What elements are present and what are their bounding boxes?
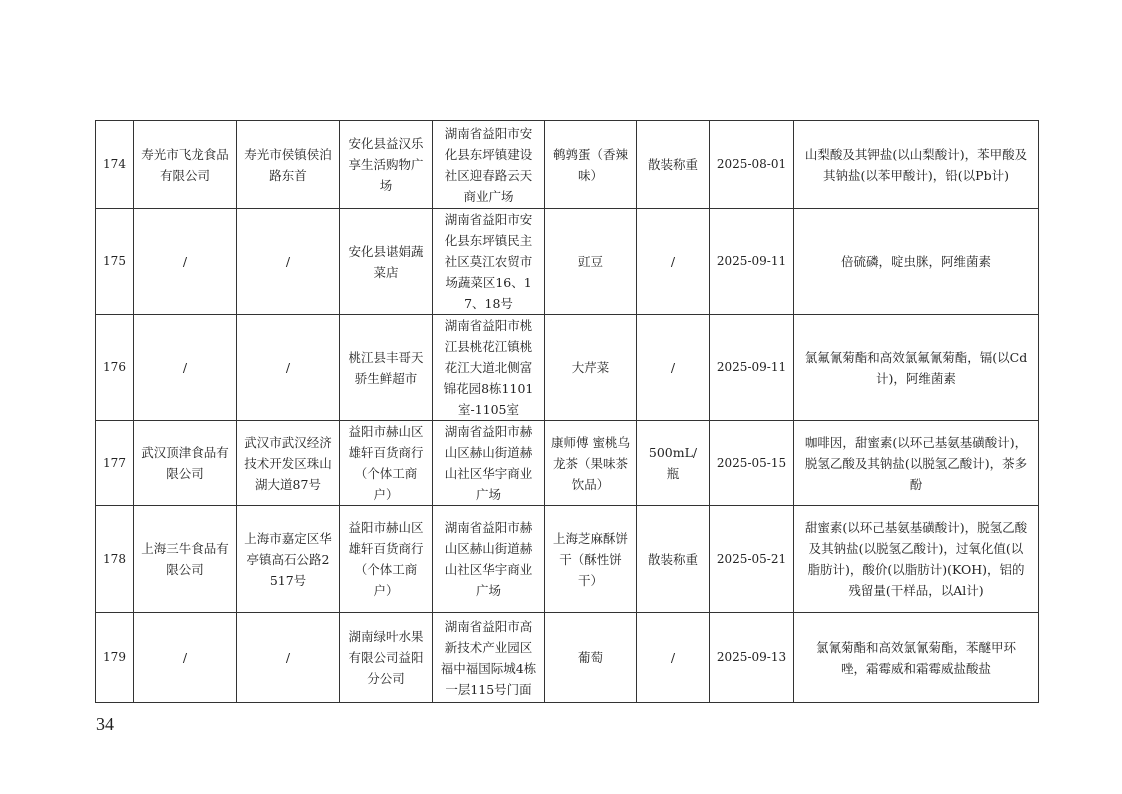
production-date: 2025-09-11 — [710, 315, 794, 421]
product-name: 大芹菜 — [545, 315, 637, 421]
product-name: 康师傅 蜜桃乌龙茶（果味茶饮品） — [545, 421, 637, 506]
test-items: 倍硫磷，啶虫脒，阿维菌素 — [794, 209, 1039, 315]
table-row — [96, 613, 1039, 703]
production-date: 2025-09-11 — [710, 209, 794, 315]
table-row — [96, 121, 1039, 209]
manufacturer-address: 寿光市侯镇侯泊路东首 — [237, 121, 340, 209]
test-items: 氯氰菊酯和高效氯氰菊酯，苯醚甲环唑，霜霉威和霜霉威盐酸盐 — [794, 613, 1039, 703]
row-number: 174 — [96, 121, 134, 209]
table-row — [96, 506, 1039, 613]
production-date: 2025-05-21 — [710, 506, 794, 613]
product-spec: 散装称重 — [637, 121, 710, 209]
manufacturer-address: 上海市嘉定区华亭镇高石公路2517号 — [237, 506, 340, 613]
seller-address: 湖南省益阳市桃江县桃花江镇桃花江大道北侧富锦花园8栋1101室-1105室 — [433, 315, 545, 421]
seller-name: 安化县益汉乐享生活购物广场 — [340, 121, 433, 209]
row-number: 175 — [96, 209, 134, 315]
manufacturer-address: / — [237, 209, 340, 315]
manufacturer-name: / — [134, 613, 237, 703]
seller-name: 桃江县丰哥天骄生鲜超市 — [340, 315, 433, 421]
table-body — [96, 121, 1039, 703]
row-number: 177 — [96, 421, 134, 506]
product-spec: 500mL/瓶 — [637, 421, 710, 506]
manufacturer-address: / — [237, 613, 340, 703]
production-date: 2025-08-01 — [710, 121, 794, 209]
row-number: 179 — [96, 613, 134, 703]
product-spec: / — [637, 613, 710, 703]
manufacturer-address: / — [237, 315, 340, 421]
manufacturer-name: 上海三牛食品有限公司 — [134, 506, 237, 613]
product-name: 葡萄 — [545, 613, 637, 703]
production-date: 2025-09-13 — [710, 613, 794, 703]
seller-address: 湖南省益阳市赫山区赫山街道赫山社区华宇商业广场 — [433, 421, 545, 506]
row-number: 176 — [96, 315, 134, 421]
test-items: 咖啡因，甜蜜素(以环己基氨基磺酸计)，脱氢乙酸及其钠盐(以脱氢乙酸计)，茶多酚 — [794, 421, 1039, 506]
seller-name: 益阳市赫山区雄轩百货商行（个体工商户） — [340, 421, 433, 506]
test-items: 氯氟氰菊酯和高效氯氟氰菊酯，镉(以Cd计)，阿维菌素 — [794, 315, 1039, 421]
table-row — [96, 209, 1039, 315]
seller-name: 安化县谌娟蔬菜店 — [340, 209, 433, 315]
table-row — [96, 421, 1039, 506]
product-name: 上海芝麻酥饼干（酥性饼干） — [545, 506, 637, 613]
seller-address: 湖南省益阳市安化县东坪镇建设社区迎春路云天商业广场 — [433, 121, 545, 209]
row-number: 178 — [96, 506, 134, 613]
product-spec: / — [637, 209, 710, 315]
production-date: 2025-05-15 — [710, 421, 794, 506]
test-items: 山梨酸及其钾盐(以山梨酸计)，苯甲酸及其钠盐(以苯甲酸计)，铅(以Pb计) — [794, 121, 1039, 209]
manufacturer-name: 寿光市飞龙食品有限公司 — [134, 121, 237, 209]
product-spec: 散装称重 — [637, 506, 710, 613]
product-name: 豇豆 — [545, 209, 637, 315]
page-number: 34 — [96, 714, 114, 734]
seller-name: 益阳市赫山区雄轩百货商行（个体工商户） — [340, 506, 433, 613]
seller-address: 湖南省益阳市赫山区赫山街道赫山社区华宇商业广场 — [433, 506, 545, 613]
manufacturer-address: 武汉市武汉经济技术开发区珠山湖大道87号 — [237, 421, 340, 506]
manufacturer-name: / — [134, 209, 237, 315]
test-items: 甜蜜素(以环己基氨基磺酸计)，脱氢乙酸及其钠盐(以脱氢乙酸计)，过氧化值(以脂肪计)，酸价(以脂肪计)(KOH)，铝的残留量(干样品，以Al计) — [794, 506, 1039, 613]
manufacturer-name: / — [134, 315, 237, 421]
seller-address: 湖南省益阳市安化县东坪镇民主社区莫江农贸市场蔬菜区16、17、18号 — [433, 209, 545, 315]
product-spec: / — [637, 315, 710, 421]
manufacturer-name: 武汉顶津食品有限公司 — [134, 421, 237, 506]
sampling-results-table — [95, 120, 1039, 703]
seller-name: 湖南绿叶水果有限公司益阳分公司 — [340, 613, 433, 703]
seller-address: 湖南省益阳市高新技术产业园区福中福国际城4栋一层115号门面 — [433, 613, 545, 703]
product-name: 鹌鹑蛋（香辣味） — [545, 121, 637, 209]
table-row — [96, 315, 1039, 421]
